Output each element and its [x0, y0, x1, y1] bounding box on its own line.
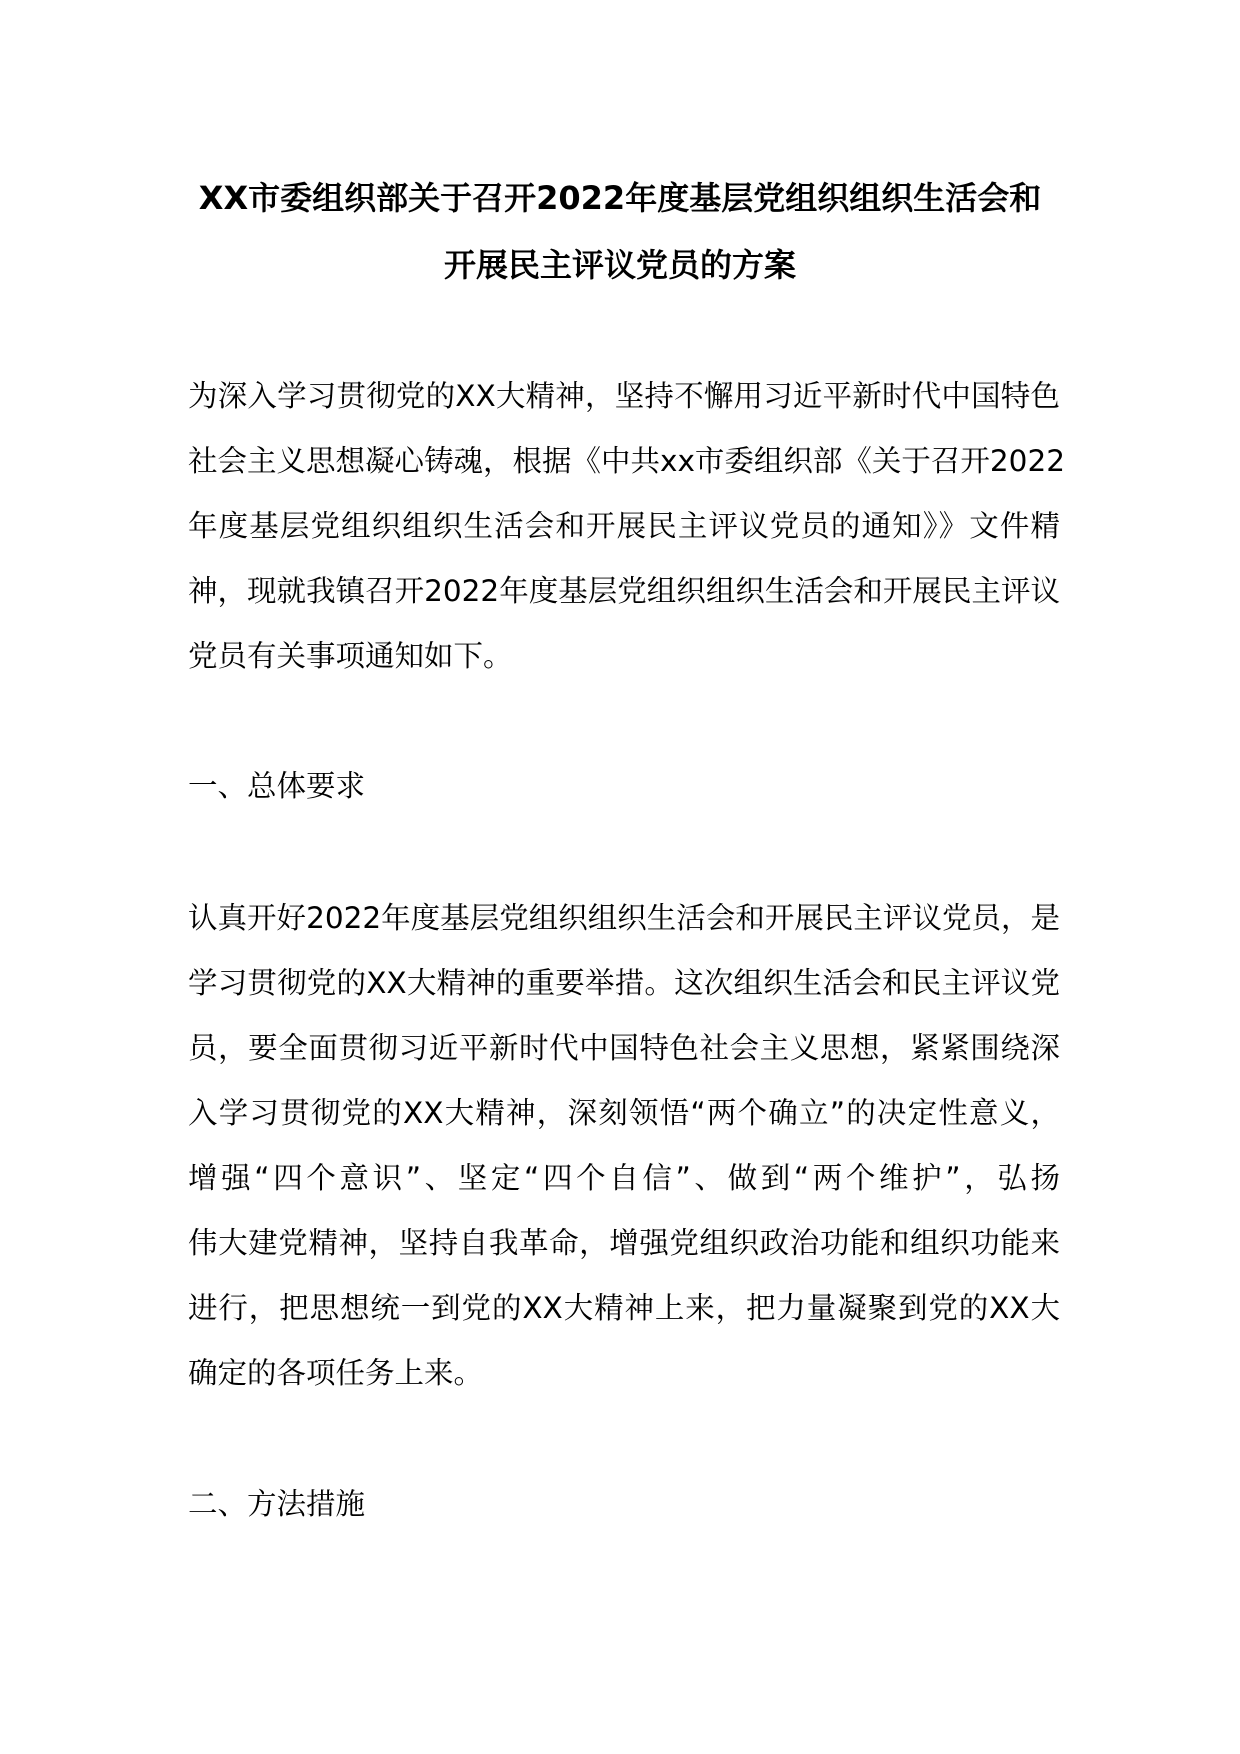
paragraph-line: 认真开好2022年度基层党组织组织生活会和开展民主评议党员，是	[188, 901, 1060, 935]
paragraph-line: 党员有关事项通知如下。	[188, 639, 513, 673]
paragraph-line: 员，要全面贯彻习近平新时代中国特色社会主义思想，紧紧围绕深	[188, 1031, 1060, 1065]
document-title-line-2: 开展民主评议党员的方案	[443, 246, 796, 284]
paragraph-line: 学习贯彻党的XX大精神的重要举措。这次组织生活会和民主评议党	[188, 966, 1060, 1000]
paragraph-line: 神，现就我镇召开2022年度基层党组织组织生活会和开展民主评议	[188, 574, 1060, 608]
paragraph-line: 为深入学习贯彻党的XX大精神，坚持不懈用习近平新时代中国特色	[188, 379, 1060, 413]
paragraph-line: 确定的各项任务上来。	[188, 1356, 484, 1390]
paragraph-line: 伟大建党精神，坚持自我革命，增强党组织政治功能和组织功能来	[188, 1226, 1060, 1260]
section-heading-overall-requirements: 一、总体要求	[188, 769, 366, 803]
document-title-line-1: XX市委组织部关于召开2022年度基层党组织组织生活会和	[198, 179, 1042, 217]
paragraph-line: 入学习贯彻党的XX大精神，深刻领悟“两个确立”的决定性意义，	[188, 1096, 1060, 1130]
paragraph-line: 年度基层党组织组织生活会和开展民主评议党员的通知》》文件精	[188, 509, 1060, 543]
paragraph-line: 进行，把思想统一到党的XX大精神上来，把力量凝聚到党的XX大	[188, 1291, 1060, 1325]
paragraph-line: 增强“四个意识”、坚定“四个自信”、做到“两个维护”，弘扬	[188, 1161, 1060, 1195]
section-heading-methods: 二、方法措施	[188, 1487, 366, 1521]
paragraph-line: 社会主义思想凝心铸魂，根据《中共xx市委组织部《关于召开2022	[188, 444, 1065, 478]
